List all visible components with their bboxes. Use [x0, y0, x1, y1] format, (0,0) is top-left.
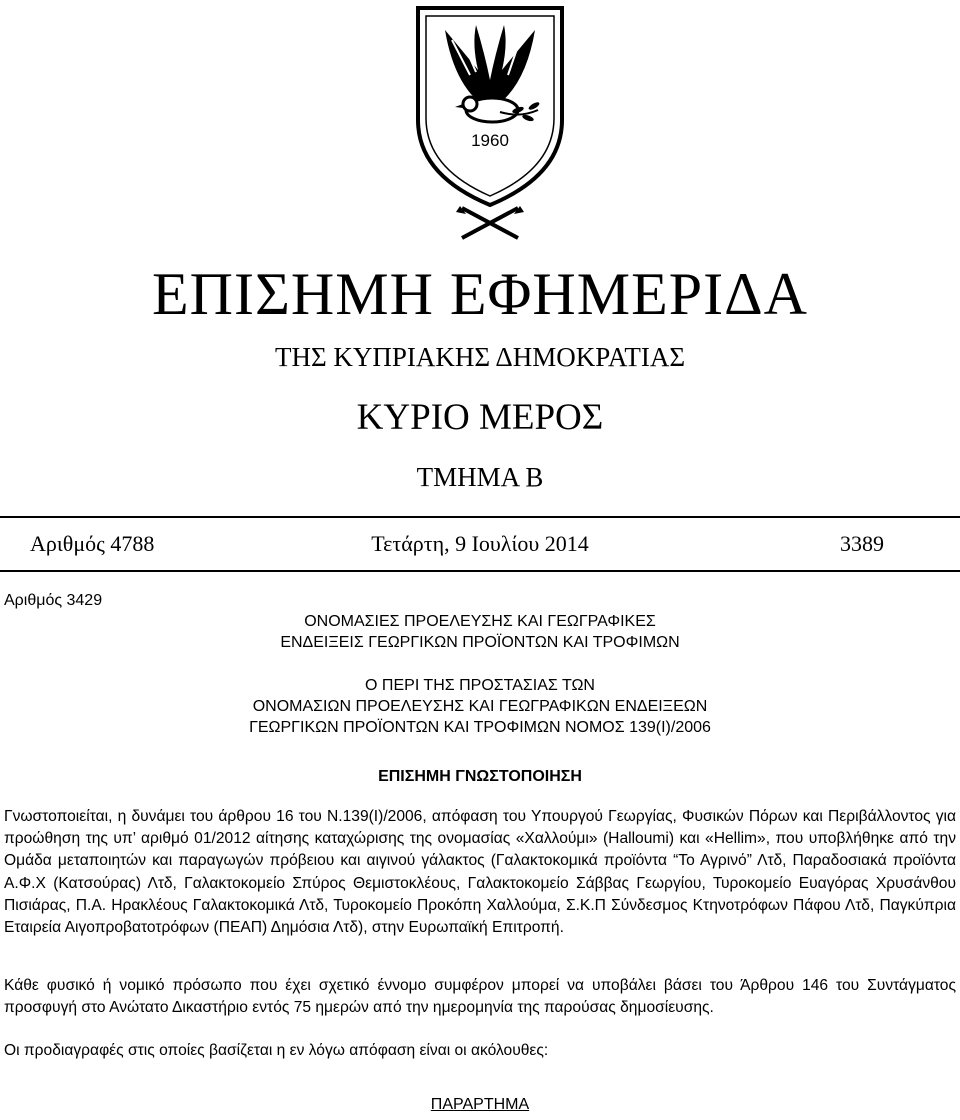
- notice-paragraph-2: Κάθε φυσικό ή νομικό πρόσωπο που έχει σχετικό έννομο συμφέρον μπορεί να υποβάλει βάσει του Άρθρου 146 του Συντάγματος προσφυγή στο Ανώτατο Δικαστήριο εντός 75 ημερών από την ημερομηνία της παρούσας δημοσίευσης.: [4, 977, 956, 1017]
- notice-heading-1-line: ΟΝΟΜΑΣΙΕΣ ΠΡΟΕΛΕΥΣΗΣ ΚΑΙ ΓΕΩΓΡΑΦΙΚΕΣ: [304, 613, 656, 630]
- page-number: 3389: [840, 531, 884, 556]
- issue-number: Αριθμός 4788: [30, 531, 155, 556]
- gazette-subtitle: ΤΗΣ ΚΥΠΡΙΑΚΗΣ ΔΗΜΟΚΡΑΤΙΑΣ: [274, 342, 686, 372]
- issue-info-bar: [0, 516, 960, 572]
- notice-paragraph-3: Οι προδιαγραφές στις οποίες βασίζεται η εν λόγω απόφαση είναι οι ακόλουθες:: [4, 1042, 549, 1059]
- notice-heading-2: [0, 675, 960, 738]
- notice-heading-2-line: ΓΕΩΡΓΙΚΩΝ ΠΡΟΪΟΝΤΩΝ ΚΑΙ ΤΡΟΦΙΜΩΝ ΝΟΜΟΣ 139(Ι)/2006: [249, 719, 711, 736]
- emblem-year: 1960: [471, 131, 509, 150]
- gazette-title: ΕΠΙΣΗΜΗ ΕΦΗΜΕΡΙΔΑ: [152, 261, 808, 327]
- gazette-section: ΤΜΗΜΑ Β: [416, 462, 544, 492]
- annex-heading: ΠΑΡΑΡΤΗΜΑ: [430, 1096, 530, 1113]
- notice-heading-1: [0, 611, 960, 653]
- notice-heading-1-line: ΕΝΔΕΙΞΕΙΣ ΓΕΩΡΓΙΚΩΝ ΠΡΟΪΟΝΤΩΝ ΚΑΙ ΤΡΟΦΙΜΩΝ: [280, 634, 680, 651]
- coat-of-arms-icon: [400, 0, 580, 250]
- notice-number: Αριθμός 3429: [4, 592, 103, 609]
- notice-heading-3: ΕΠΙΣΗΜΗ ΓΝΩΣΤΟΠΟΙΗΣΗ: [378, 768, 582, 785]
- issue-date: Τετάρτη, 9 Ιουλίου 2014: [371, 531, 589, 556]
- notice-paragraph-1: Γνωστοποιείται, η δυνάμει του άρθρου 16 του Ν.139(Ι)/2006, απόφαση του Υπουργού Γεωργίας, Φυσικών Πόρων και Περιβάλλοντος για προώθηση της υπ’ αριθμό 01/2012 αίτησης καταχώρισης της ονομασίας «Χαλλούμι» (Halloumi) και «Hellim», που υποβλήθηκε από την Ομάδα μεταποιητών και παραγωγών πρόβειου και αιγινού γάλακτος (Γαλακτοκομικά προϊόντα “Το Αγρινό” Λτδ, Παραδοσιακά προϊόντα Α.Φ.Χ (Κατσούρας) Λτδ, Γαλακτοκομείο Σπύρος Θεμιστοκλέους, Γαλακτοκομείο Σάββας Γεωργίου, Τυροκομείο Ευαγόρας Χρυσάνθου Πισιάρας, Π.Α. Ηρακλέους Γαλακτοκομικά Λτδ, Τυροκομείο Προκόπη Χαλλούμα, Σ.Κ.Π Σύνδεσμος Κτηνοτρόφων Πάφου Λτδ, Παγκύπρια Εταιρεία Αιγοπροβατοτρόφων (ΠΕΑΠ) Δημόσια Λτδ), στην Ευρωπαϊκή Επιτροπή.: [4, 808, 956, 937]
- gazette-part: ΚΥΡΙΟ ΜΕΡΟΣ: [356, 397, 604, 438]
- notice-heading-2-line: ΟΝΟΜΑΣΙΩΝ ΠΡΟΕΛΕΥΣΗΣ ΚΑΙ ΓΕΩΓΡΑΦΙΚΩΝ ΕΝΔΕΙΞΕΩΝ: [252, 698, 708, 715]
- notice-heading-2-line: Ο ΠΕΡΙ ΤΗΣ ΠΡΟΣΤΑΣΙΑΣ ΤΩΝ: [365, 677, 595, 694]
